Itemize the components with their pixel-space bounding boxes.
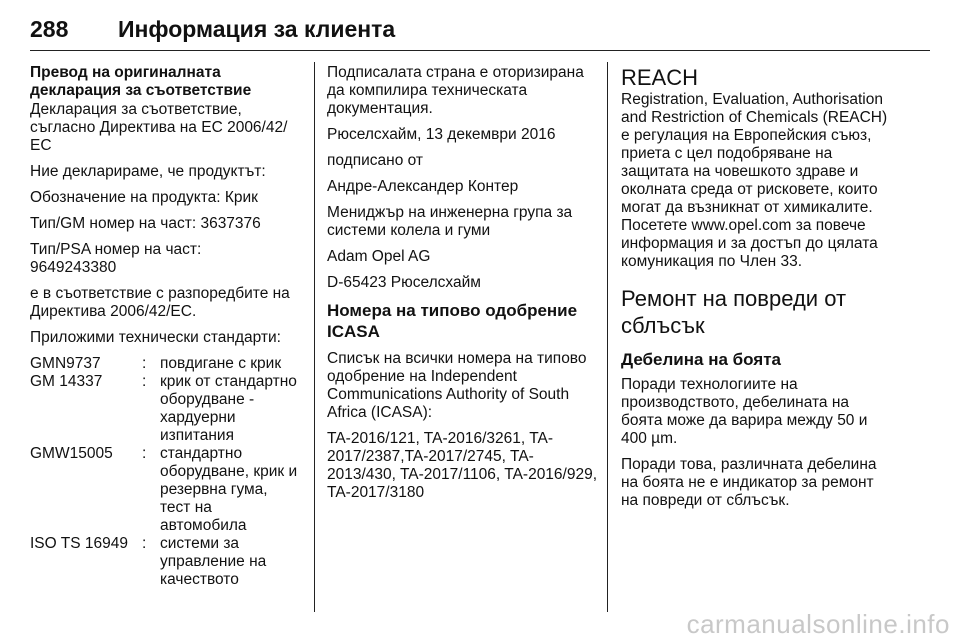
standard-code: GM 14337 <box>30 373 103 390</box>
reach-heading: REACH <box>621 65 699 90</box>
standard-description: крик от стандартно оборудване - хардуерни изпитания <box>160 373 297 444</box>
reach-visit-link: Посетете www.opel.com за повече информация и за достъп до цялата комуникация по Член 33. <box>621 217 878 270</box>
standards-label: Приложими технически стандарти: <box>30 329 281 346</box>
paint-thickness-heading: Дебелина на боята <box>621 350 782 369</box>
standard-colon: : <box>142 445 147 462</box>
standard-colon: : <box>142 355 147 372</box>
column-3 <box>621 64 891 518</box>
column-2 <box>327 64 599 510</box>
standard-colon: : <box>142 373 147 390</box>
collision-repair-heading: Ремонт на повреди от сблъсък <box>621 286 847 338</box>
product-designation: Обозначение на продукта: Крик <box>30 189 258 206</box>
standard-description: повдигане с крик <box>160 355 282 372</box>
paint-thickness-text-2: Поради това, различната дебелина на боята не е индикатор за ремонт на повреди от сблъсък. <box>621 456 877 509</box>
standard-row <box>30 445 302 535</box>
standard-description: системи за управление на качеството <box>160 535 267 588</box>
standards-list <box>30 355 302 589</box>
column-divider-1 <box>314 62 315 612</box>
icasa-description: Списък на всички номера на типово одобрение на Independent Communications Authority of South Africa (ICASA): <box>327 350 587 421</box>
standard-code: ISO TS 16949 <box>30 535 128 552</box>
icasa-numbers: TA-2016/121, TA-2016/3261, TA-2017/2387,TA-2017/2745, TA-2013/430, TA-2017/1106, TA-2016/929, TA-2017/3180 <box>327 430 598 501</box>
psa-part-number-label: Тип/PSA номер на част: <box>30 241 202 258</box>
page-title: Информация за клиента <box>118 16 396 42</box>
icasa-heading: Номера на типово одобрение ICASA <box>327 301 578 341</box>
standard-row <box>30 535 302 589</box>
signer-position: Мениджър на инженерна група за системи колела и гуми <box>327 204 573 239</box>
psa-part-number-value: 9649243380 <box>30 259 117 276</box>
conformity-text: е в съответствие с разпоредбите на Директива 2006/42/ЕС. <box>30 285 290 320</box>
signer-name: Андре-Александер Контер <box>327 178 519 195</box>
company-name: Adam Opel AG <box>327 248 431 265</box>
standard-row <box>30 373 302 445</box>
page-number: 288 <box>30 16 69 42</box>
standard-colon: : <box>142 535 147 552</box>
page-header <box>30 14 930 51</box>
company-address: D-65423 Рюселсхайм <box>327 274 481 291</box>
declaration-heading: Превод на оригиналната декларация за съответствие <box>30 64 252 99</box>
standard-code: GMW15005 <box>30 445 113 462</box>
column-divider-2 <box>607 62 608 612</box>
paint-thickness-text-1: Поради технологиите на производството, дебелината на боята може да варира между 50 и 400 µm. <box>621 376 868 447</box>
reach-description: Registration, Evaluation, Authorisation and Restriction of Chemicals (REACH) е регулация на Европейския съюз, приета с цел подобряване на защитата на човешкото здраве и околната среда от рисковете, които могат да възникнат от химикалите. <box>621 91 888 216</box>
standard-description: стандартно оборудване, крик и резервна гума, тест на автомобила <box>160 445 298 534</box>
place-date: Рюселсхайм, 13 декември 2016 <box>327 126 556 143</box>
standard-code: GMN9737 <box>30 355 101 372</box>
watermark: carmanualsonline.info <box>686 609 950 639</box>
column-1 <box>30 64 302 589</box>
declaration-directive: Декларация за съответствие, съгласно Директива на ЕС 2006/42/ЕС <box>30 101 288 154</box>
signed-by-label: подписано от <box>327 152 424 169</box>
gm-part-number: Тип/GM номер на част: 3637376 <box>30 215 261 232</box>
signatory-text: Подписалата страна е оторизирана да компилира техническата документация. <box>327 64 584 117</box>
standard-row <box>30 355 302 373</box>
declaration-statement: Ние декларираме, че продуктът: <box>30 163 266 180</box>
